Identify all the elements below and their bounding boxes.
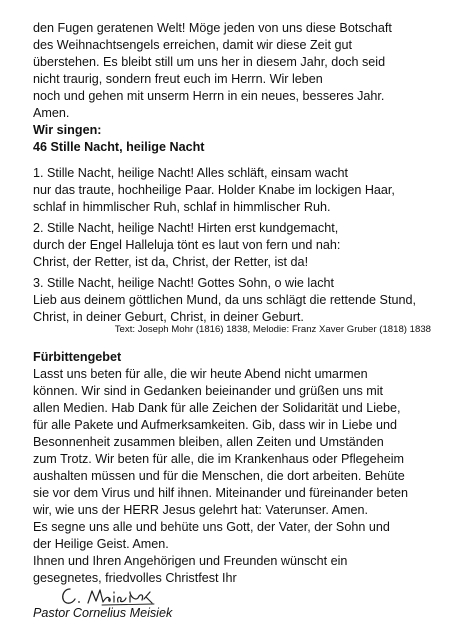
text-line: den Fugen geratenen Welt! Möge jeden von uns diese Botschaft: [33, 21, 392, 35]
text-line: noch und gehen mit unserm Herrn in ein neues, besseres Jahr.: [33, 89, 385, 103]
verse-line: Lieb aus deinem göttlichen Mund, da uns schlägt die rettende Stund,: [33, 293, 416, 307]
text-line: Amen.: [33, 106, 70, 120]
text-line: überstehen. Es bleibt still um uns her in diesem Jahr, doch seid: [33, 55, 386, 69]
prayer-line: aushalten müssen und für die Menschen, die dort arbeiten. Behüte: [33, 469, 405, 483]
song-header: Wir singen:: [33, 123, 102, 137]
prayer-line: gesegnetes, friedvolles Christfest Ihr: [33, 571, 237, 585]
verse-line: 1. Stille Nacht, heilige Nacht! Alles schläft, einsam wacht: [33, 166, 348, 180]
song-title: 46 Stille Nacht, heilige Nacht: [33, 140, 205, 154]
prayer-line: Es segne uns alle und behüte uns Gott, der Vater, der Sohn und: [33, 520, 390, 534]
verse-line: durch der Engel Halleluja tönt es laut von fern und nah:: [33, 238, 341, 252]
prayer-line: zum Trotz. Wir beten für alle, die im Krankenhaus oder Pflegeheim: [33, 452, 404, 466]
prayer-line: wir, wie uns der HERR Jesus gelehrt hat: Vaterunser. Amen.: [33, 503, 369, 517]
prayer-line: Besonnenheit zusammen bleiben, allen Zeiten und Umständen: [33, 435, 384, 449]
verse-line: 3. Stille Nacht, heilige Nacht! Gottes Sohn, o wie lacht: [33, 276, 335, 290]
verse-3: [33, 275, 439, 326]
verse-line: 2. Stille Nacht, heilige Nacht! Hirten erst kundgemacht,: [33, 221, 339, 235]
prayer-heading: Fürbittengebet: [33, 350, 122, 364]
intro-paragraph: [33, 20, 439, 156]
verse-line: nur das traute, hochheilige Paar. Holder Knabe im lockigen Haar,: [33, 183, 395, 197]
song-credit: Text: Joseph Mohr (1816) 1838, Melodie: Franz Xaver Gruber (1818) 1838: [114, 324, 431, 335]
verse-line: schlaf in himmlischer Ruh, schlaf in himmlischer Ruh.: [33, 200, 331, 214]
verse-2: [33, 220, 439, 271]
text-line: nicht traurig, sondern freut euch im Herrn. Wir leben: [33, 72, 323, 86]
verse-line: Christ, in deiner Geburt, Christ, in deiner Geburt.: [33, 310, 304, 324]
prayer-line: der Heilige Geist. Amen.: [33, 537, 169, 551]
prayer-line: allen Medien. Hab Dank für alle Zeichen der Solidarität und Liebe,: [33, 401, 401, 415]
prayer-line: Lasst uns beten für alle, die wir heute Abend nicht umarmen: [33, 367, 368, 381]
prayer-section: [33, 349, 439, 587]
prayer-line: können. Wir sind in Gedanken beieinander und grüßen uns mit: [33, 384, 384, 398]
pastor-name: Pastor Cornelius Meisiek: [33, 606, 173, 620]
verse-1: [33, 165, 439, 216]
text-line: des Weihnachtsengels erreichen, damit wir diese Zeit gut: [33, 38, 352, 52]
prayer-line: für alle Pakete und Aufmerksamkeiten. Gib, dass wir in Liebe und: [33, 418, 398, 432]
prayer-line: Ihnen und Ihren Angehörigen und Freunden wünscht ein: [33, 554, 348, 568]
prayer-line: sie vor dem Virus und hilf ihnen. Miteinander und füreinander beten: [33, 486, 409, 500]
verse-line: Christ, der Retter, ist da, Christ, der Retter, ist da!: [33, 255, 309, 269]
